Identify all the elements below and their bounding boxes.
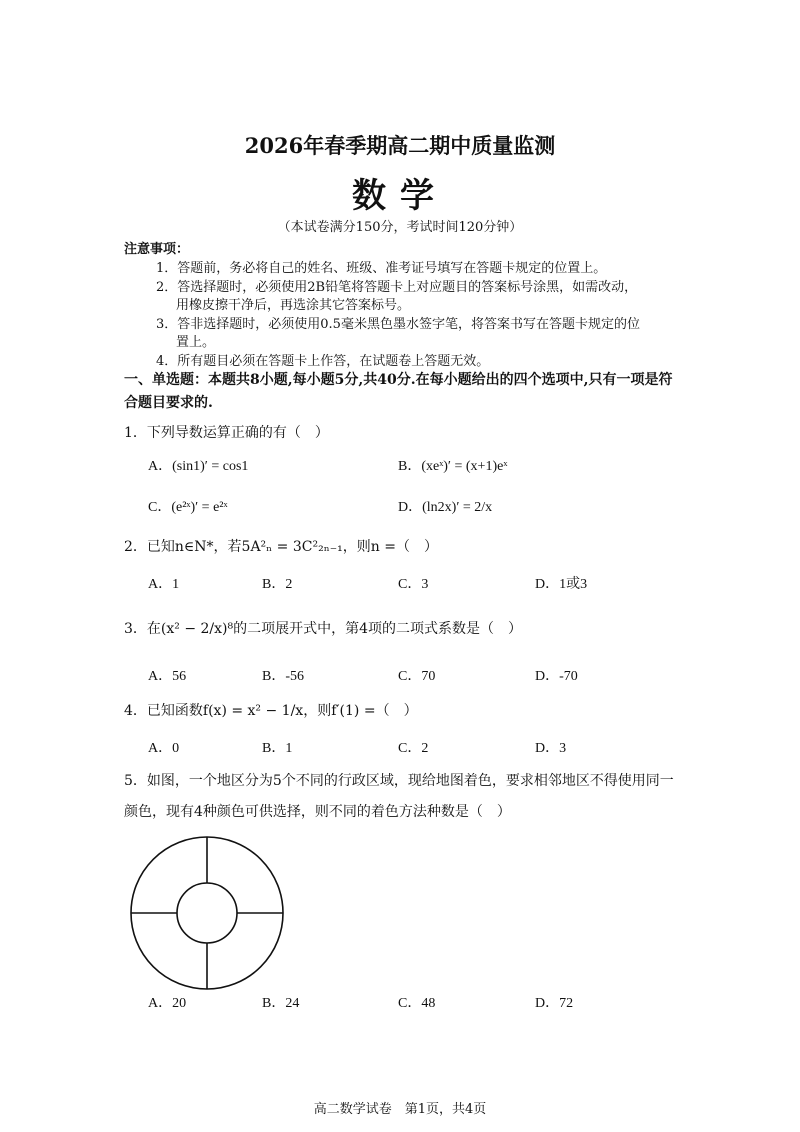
notice-item: 3．答非选择题时，必须使用0.5毫米黑色墨水签字笔，将答案书写在答题卡规定的位 [156, 317, 640, 332]
q1-option-c: C．(e²ˣ)′ = e²ˣ [148, 500, 228, 515]
q2-option-d: D．1或3 [535, 577, 588, 592]
notice-item: 用橡皮擦干净后，再选涂其它答案标号。 [176, 298, 411, 313]
q2-option-a: A．1 [148, 577, 180, 592]
q2-option-c: C．3 [398, 577, 429, 592]
page-footer: 高二数学试卷 第1页，共4页 [313, 1102, 487, 1117]
section-heading-cont: 合题目要求的. [124, 395, 213, 411]
question-1-stem: 1．下列导数运算正确的有（ ） [124, 425, 329, 441]
q4-option-c: C．2 [398, 741, 429, 756]
question-5-stem: 5．如图，一个地区分为5个不同的行政区域，现给地图着色，要求相邻地区不得使用同一 [124, 773, 674, 789]
notices-heading: 注意事项： [124, 242, 190, 257]
region-map-figure [126, 832, 288, 994]
q1-option-a: A．(sin1)′ = cos1 [148, 459, 249, 474]
notice-item: 置上。 [176, 335, 216, 350]
q3-option-d: D．-70 [535, 669, 578, 684]
section-heading: 一、单选题：本题共8小题,每小题5分,共40分.在每小题给出的四个选项中,只有一项是符 [124, 372, 673, 388]
question-4-stem: 4．已知函数f(x) = x² − 1/x，则f′(1) =（ ） [124, 703, 418, 719]
q4-option-b: B．1 [262, 741, 293, 756]
subject-title: 数学 [352, 176, 448, 216]
q5-option-c: C．48 [398, 996, 436, 1011]
q3-option-b: B．-56 [262, 669, 304, 684]
question-3-stem: 3．在(x² − 2/x)⁸的二项展开式中，第4项的二项式系数是（ ） [124, 621, 523, 637]
notice-item: 1．答题前，务必将自己的姓名、班级、准考证号填写在答题卡规定的位置上。 [156, 261, 607, 276]
q5-option-b: B．24 [262, 996, 300, 1011]
q3-option-c: C．70 [398, 669, 436, 684]
q5-option-a: A．20 [148, 996, 187, 1011]
q2-option-b: B．2 [262, 577, 293, 592]
q4-option-a: A．0 [148, 741, 180, 756]
notice-item: 4．所有题目必须在答题卡上作答，在试题卷上答题无效。 [156, 354, 490, 369]
inner-circle [177, 883, 237, 943]
exam-note: （本试卷满分150分，考试时间120分钟） [277, 220, 523, 235]
question-5-stem-cont: 颜色，现有4种颜色可供选择，则不同的着色方法种数是（ ） [124, 804, 511, 820]
q1-option-b: B．(xeˣ)′ = (x+1)eˣ [398, 459, 508, 474]
notice-item: 2．答选择题时，必须使用2B铅笔将答题卡上对应题目的答案标号涂黑，如需改动， [156, 280, 638, 295]
question-2-stem: 2．已知n∈N*，若5A²ₙ = 3C²₂ₙ₋₁，则n =（ ） [124, 539, 438, 555]
q1-option-d: D．(ln2x)′ = 2/x [398, 500, 493, 515]
exam-title: 2026年春季期高二期中质量监测 [244, 133, 556, 158]
q5-option-d: D．72 [535, 996, 574, 1011]
q4-option-d: D．3 [535, 741, 567, 756]
q3-option-a: A．56 [148, 669, 187, 684]
